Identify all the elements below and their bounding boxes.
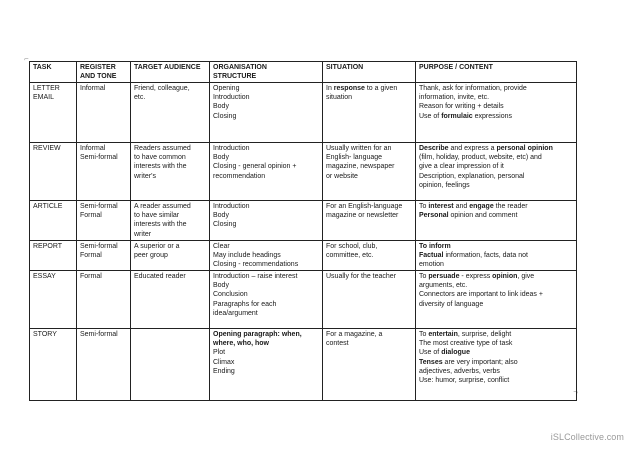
cell-situation: [323, 271, 416, 329]
cell-text: Semi-formal: [80, 331, 118, 338]
header-text: STRUCTURE: [213, 73, 257, 81]
cell-text: Formal: [80, 273, 102, 280]
cell-situation: [323, 201, 416, 241]
cell-text: [419, 367, 574, 376]
cell-task: [30, 329, 77, 401]
cell-organisation: [210, 241, 323, 271]
cell-text: interests with the: [134, 163, 187, 171]
text-segment: the reader: [493, 203, 528, 210]
cell-text: [419, 290, 574, 299]
cell-text: Ending: [213, 367, 235, 375]
bold-text: engage: [469, 203, 494, 210]
header-text: REGISTER: [80, 64, 116, 71]
text-segment: - express: [459, 273, 493, 280]
text-segment: are very important; also: [442, 358, 518, 366]
text-segment: For school, club,: [326, 243, 378, 250]
text-segment: Connectors are important to link ideas +: [419, 291, 543, 299]
cell-text: [419, 242, 574, 251]
cell-text: Formal: [80, 212, 102, 220]
cell-text: Closing - recommendations: [213, 261, 299, 269]
text-segment: opinion and comment: [448, 212, 518, 220]
cell-task: [30, 143, 77, 201]
bold-text: entertain: [428, 331, 458, 338]
cell-text: Body: [213, 282, 229, 290]
text-segment: Use of: [419, 112, 442, 120]
table-row-essay: [30, 271, 577, 329]
bold-text: interest: [428, 203, 454, 210]
bold-text: formulaic: [441, 112, 473, 120]
header-target-audience: [131, 62, 210, 83]
cell-audience: [131, 83, 210, 143]
cell-register: [77, 271, 131, 329]
bold-text: personal opinion: [496, 145, 553, 152]
text-segment: Usually written for an: [326, 145, 392, 152]
cell-purpose: [416, 201, 577, 241]
text-segment: and express a: [448, 145, 497, 152]
text-segment: Thank, ask for information, provide: [419, 85, 527, 92]
cell-purpose: [416, 329, 577, 401]
text-segment: diversity of language: [419, 300, 484, 308]
cell-text: Closing: [213, 221, 237, 229]
cell-text: Body: [213, 154, 229, 162]
table-row-review: [30, 143, 577, 201]
cell-register: [77, 143, 131, 201]
cell-text: to have common: [134, 154, 186, 162]
cell-text: [419, 260, 574, 269]
cell-text: [326, 339, 413, 348]
corner-mark-top-left: ⌐: [24, 56, 30, 63]
bold-text: Factual: [419, 252, 444, 260]
cell-situation: [323, 241, 416, 271]
cell-organisation: [210, 271, 323, 329]
text-segment: Description, explanation, personal: [419, 172, 525, 180]
text-segment: contest: [326, 340, 349, 348]
cell-purpose: [416, 271, 577, 329]
cell-text: STORY: [33, 331, 57, 338]
text-segment: The most creative type of task: [419, 340, 513, 348]
cell-text: Conclusion: [213, 291, 248, 299]
text-segment: In: [326, 85, 334, 92]
cell-text: writer: [134, 230, 152, 238]
cell-task: [30, 271, 77, 329]
text-segment: , give: [517, 273, 535, 280]
table-row-article: [30, 201, 577, 241]
cell-text: Introduction – raise interest: [213, 273, 298, 280]
table-body: [30, 83, 577, 401]
header-text: AND TONE: [80, 73, 117, 81]
header-text: SITUATION: [326, 64, 364, 71]
bold-text: Personal: [419, 212, 449, 220]
cell-text: Opening paragraph: when,: [213, 331, 302, 338]
cell-text: Plot: [213, 349, 226, 357]
bold-text: To inform: [419, 243, 451, 250]
cell-audience: [131, 271, 210, 329]
cell-text: [419, 172, 574, 181]
cell-audience: [131, 241, 210, 271]
cell-text: [326, 211, 413, 220]
cell-text: [419, 281, 574, 290]
cell-register: [77, 83, 131, 143]
cell-text: [326, 202, 413, 211]
bold-text: dialogue: [441, 349, 470, 357]
text-segment: arguments, etc.: [419, 282, 468, 290]
bold-text: persuade: [428, 273, 460, 280]
cell-text: [326, 84, 413, 93]
text-segment: Use of: [419, 349, 442, 357]
bold-text: response: [333, 85, 365, 92]
text-segment: For an English-language: [326, 203, 403, 210]
cell-register: [77, 201, 131, 241]
cell-text: [419, 153, 574, 162]
header-organisation-structure: [210, 62, 323, 83]
cell-text: [326, 93, 413, 102]
bold-text: Tenses: [419, 358, 443, 366]
text-segment: magazine or newsletter: [326, 212, 399, 220]
cell-task: [30, 201, 77, 241]
cell-text: Closing - general opinion +: [213, 163, 297, 171]
cell-text: Climax: [213, 358, 235, 366]
cell-text: writer's: [134, 172, 156, 180]
cell-situation: [323, 143, 416, 201]
cell-audience: [131, 143, 210, 201]
cell-text: recommendation: [213, 172, 266, 180]
header-register-tone: [77, 62, 131, 83]
cell-audience: [131, 201, 210, 241]
text-segment: Reason for writing + details: [419, 103, 504, 111]
cell-text: Semi-formal: [80, 154, 118, 162]
cell-text: [419, 102, 574, 111]
cell-text: [419, 84, 574, 93]
cell-text: LETTER: [33, 85, 60, 92]
cell-text: [326, 153, 413, 162]
cell-text: [326, 162, 413, 171]
cell-text: Informal: [80, 145, 106, 152]
cell-text: [419, 211, 574, 220]
cell-situation: [323, 83, 416, 143]
cell-text: [419, 181, 574, 190]
cell-task: [30, 241, 77, 271]
header-situation: [323, 62, 416, 83]
cell-text: etc.: [134, 94, 146, 102]
cell-organisation: [210, 83, 323, 143]
cell-text: [326, 272, 413, 281]
table-row-story: [30, 329, 577, 401]
cell-text: [419, 348, 574, 357]
cell-text: [419, 300, 574, 309]
text-segment: , surprise, delight: [457, 331, 512, 338]
table-header-row: [30, 62, 577, 83]
cell-organisation: [210, 143, 323, 201]
cell-text: EMAIL: [33, 94, 55, 102]
cell-text: [419, 144, 574, 153]
header-text: TARGET AUDIENCE: [134, 64, 201, 71]
text-segment: expressions: [472, 112, 512, 120]
cell-text: Introduction: [213, 94, 250, 102]
cell-text: ARTICLE: [33, 203, 63, 210]
text-segment: give a clear impression of it: [419, 163, 504, 171]
cell-text: Informal: [80, 85, 106, 92]
cell-text: REPORT: [33, 243, 63, 250]
cell-text: Introduction: [213, 203, 250, 210]
cell-text: [419, 339, 574, 348]
cell-text: peer group: [134, 252, 168, 260]
header-text: ORGANISATION: [213, 64, 267, 71]
header-text: TASK: [33, 64, 52, 71]
cell-text: May include headings: [213, 252, 281, 260]
cell-register: [77, 241, 131, 271]
cell-organisation: [210, 329, 323, 401]
cell-text: [419, 162, 574, 171]
cell-text: REVIEW: [33, 145, 61, 152]
text-segment: Usually for the teacher: [326, 273, 397, 280]
cell-text: Paragraphs for each: [213, 300, 277, 308]
cell-text: idea/argument: [213, 309, 258, 317]
cell-text: [419, 376, 574, 385]
cell-purpose: [416, 241, 577, 271]
text-segment: or website: [326, 172, 358, 180]
cell-text: A superior or a: [134, 243, 180, 250]
cell-text: Formal: [80, 252, 102, 260]
text-segment: For a magazine, a: [326, 331, 383, 338]
header-task: [30, 62, 77, 83]
writing-tasks-table: [29, 61, 577, 401]
cell-text: [326, 251, 413, 260]
cell-text: [419, 112, 574, 121]
bold-text: opinion: [492, 273, 518, 280]
text-segment: and: [453, 203, 470, 210]
text-segment: adjectives, adverbs, verbs: [419, 367, 500, 375]
cell-text: Educated reader: [134, 273, 186, 280]
cell-text: [419, 272, 574, 281]
cell-text: [326, 172, 413, 181]
cell-text: Readers assumed: [134, 145, 191, 152]
text-segment: information, invite, etc.: [419, 94, 490, 102]
cell-text: [419, 202, 574, 211]
cell-text: [326, 242, 413, 251]
header-purpose-content: [416, 62, 577, 83]
text-segment: To: [419, 331, 429, 338]
cell-text: where, who, how: [213, 340, 270, 348]
site-watermark: iSLCollective.com: [550, 432, 624, 442]
cell-organisation: [210, 201, 323, 241]
text-segment: English- language: [326, 154, 383, 162]
cell-task: [30, 83, 77, 143]
cell-text: Introduction: [213, 145, 250, 152]
cell-text: [419, 93, 574, 102]
header-text: PURPOSE / CONTENT: [419, 64, 493, 71]
text-segment: emotion: [419, 261, 444, 269]
cell-text: Body: [213, 212, 229, 220]
text-segment: Use: humor, surprise, conflict: [419, 377, 510, 385]
table-row-report: [30, 241, 577, 271]
cell-text: [326, 330, 413, 339]
cell-text: Opening: [213, 85, 240, 92]
cell-text: ESSAY: [33, 273, 56, 280]
text-segment: To: [419, 203, 429, 210]
text-segment: magazine, newspaper: [326, 163, 395, 171]
corner-mark-bottom-right: ¬: [573, 389, 579, 396]
bold-text: Describe: [419, 145, 449, 152]
cell-text: Semi-formal: [80, 203, 118, 210]
table-row-letter-email: [30, 83, 577, 143]
cell-text: Friend, colleague,: [134, 85, 190, 92]
cell-text: [326, 144, 413, 153]
cell-audience: [131, 329, 210, 401]
text-segment: committee, etc.: [326, 252, 374, 260]
cell-text: interests with the: [134, 221, 187, 229]
cell-text: [419, 358, 574, 367]
cell-situation: [323, 329, 416, 401]
cell-text: Semi-formal: [80, 243, 118, 250]
text-segment: (film, holiday, product, website, etc) and: [419, 154, 542, 162]
cell-register: [77, 329, 131, 401]
text-segment: opinion, feelings: [419, 181, 470, 189]
text-segment: situation: [326, 94, 353, 102]
cell-text: Clear: [213, 243, 230, 250]
cell-text: [419, 251, 574, 260]
cell-text: to have similar: [134, 212, 180, 220]
text-segment: information, facts, data not: [443, 252, 528, 260]
cell-text: A reader assumed: [134, 203, 191, 210]
cell-text: Body: [213, 103, 229, 111]
text-segment: to a given: [364, 85, 398, 92]
text-segment: To: [419, 273, 429, 280]
cell-text: Closing: [213, 112, 237, 120]
cell-purpose: [416, 143, 577, 201]
cell-purpose: [416, 83, 577, 143]
cell-text: [419, 330, 574, 339]
